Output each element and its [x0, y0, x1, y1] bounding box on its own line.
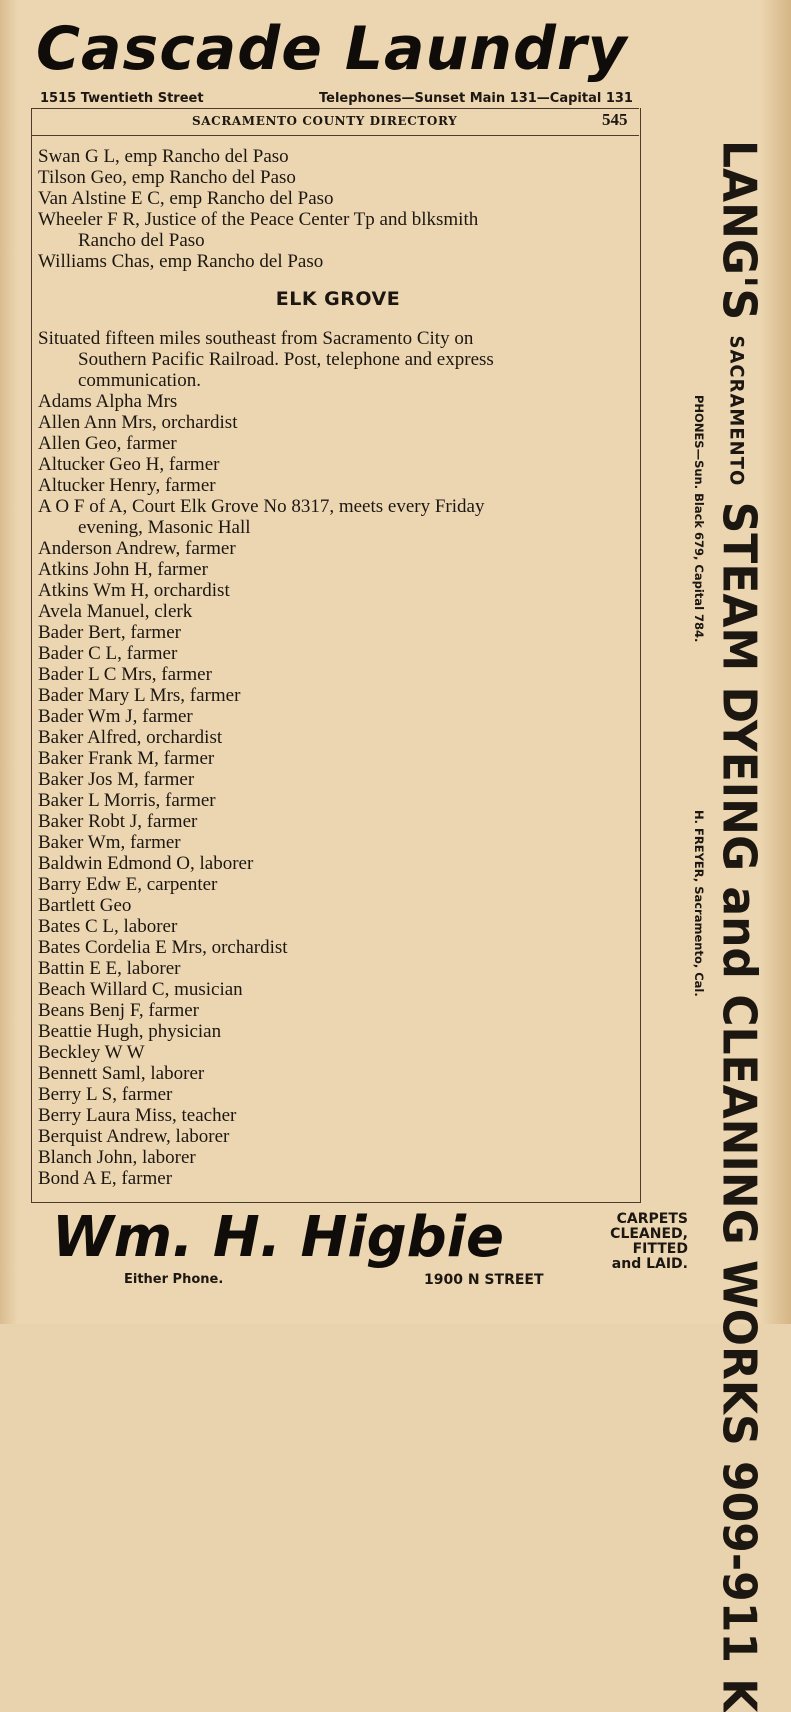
running-head: SACRAMENTO COUNTY DIRECTORY — [192, 114, 458, 128]
entry-text: Williams Chas, emp Rancho del Paso — [38, 251, 324, 272]
entry-text: Beans Benj F, farmer — [38, 1000, 199, 1021]
entry-text: Van Alstine E C, emp Rancho del Paso — [38, 188, 334, 209]
bottom-ad-address: 1900 N STREET — [424, 1272, 544, 1288]
directory-entry — [38, 167, 638, 188]
entry-text: Baker L Morris, farmer — [38, 790, 216, 811]
ad-title: Cascade Laundry — [36, 14, 628, 84]
header-rule-top — [31, 108, 639, 109]
directory-entry — [38, 769, 638, 790]
entry-text: Bader Wm J, farmer — [38, 706, 193, 727]
entry-text: Bond A E, farmer — [38, 1168, 173, 1189]
entry-text: Baker Frank M, farmer — [38, 748, 215, 769]
entry-text: Barry Edw E, carpenter — [38, 874, 218, 895]
entry-text: Bader C L, farmer — [38, 643, 178, 664]
entry-text: Berry Laura Miss, teacher — [38, 1105, 237, 1126]
page-number: 545 — [602, 110, 628, 129]
directory-entry — [38, 146, 638, 167]
directory-entries — [38, 146, 638, 1189]
directory-entry — [38, 727, 638, 748]
entry-text: Adams Alpha Mrs — [38, 391, 178, 412]
ad-address: 1515 Twentieth Street — [40, 91, 204, 106]
directory-entry — [38, 979, 638, 1000]
section-description — [38, 328, 638, 391]
entry-text: Bartlett Geo — [38, 895, 132, 916]
directory-entry — [38, 685, 638, 706]
directory-entry — [38, 790, 638, 811]
directory-entry — [38, 916, 638, 937]
side-ad-name: LANG'S — [711, 140, 766, 321]
entry-continuation: evening, Masonic Hall — [78, 517, 251, 538]
entry-text: Battin E E, laborer — [38, 958, 181, 979]
directory-entry — [38, 874, 638, 895]
directory-entry — [38, 188, 638, 209]
side-ad-city: SACRAMENTO — [725, 335, 748, 487]
directory-entry — [38, 601, 638, 622]
cascade-laundry-ad — [36, 14, 686, 106]
directory-entry — [38, 1000, 638, 1021]
entry-text: Avela Manuel, clerk — [38, 601, 193, 622]
entry-text: Bader Bert, farmer — [38, 622, 181, 643]
entry-text: A O F of A, Court Elk Grove No 8317, meets every Friday — [38, 496, 485, 517]
entry-text: Baker Jos M, farmer — [38, 769, 195, 790]
section-heading: ELK GROVE — [275, 288, 401, 310]
desc-line-2: Southern Pacific Railroad. Post, telephone and express — [78, 349, 494, 370]
directory-entry — [38, 832, 638, 853]
entry-text: Baker Robt J, farmer — [38, 811, 198, 832]
desc-line-1: Situated fifteen miles southeast from Sacramento City on — [38, 328, 474, 349]
entry-text: Bennett Saml, laborer — [38, 1063, 205, 1084]
bottom-ad-phone: Either Phone. — [124, 1272, 224, 1287]
directory-entry — [38, 958, 638, 979]
entry-text: Bates C L, laborer — [38, 916, 178, 937]
directory-entry — [38, 1042, 638, 1063]
bottom-ad-line-3: FITTED — [632, 1241, 688, 1257]
directory-entry — [38, 853, 638, 874]
directory-entry — [38, 748, 638, 769]
entry-text: Atkins John H, farmer — [38, 559, 208, 580]
entry-text: Wheeler F R, Justice of the Peace Center Tp and blksmith — [38, 209, 479, 230]
header-rule-bottom — [31, 135, 639, 136]
directory-entry — [38, 1126, 638, 1147]
higbie-ad — [52, 1206, 692, 1306]
entry-text: Beattie Hugh, physician — [38, 1021, 222, 1042]
bottom-ad-line-1: CARPETS — [616, 1211, 688, 1227]
directory-entry — [38, 1105, 638, 1126]
entry-text: Beach Willard C, musician — [38, 979, 243, 1000]
directory-entry — [38, 706, 638, 727]
directory-entry — [38, 496, 638, 538]
directory-entry — [38, 664, 638, 685]
directory-entry — [38, 559, 638, 580]
entries-main-list — [38, 391, 638, 1189]
desc-line-3: communication. — [78, 370, 201, 391]
ad-phones: Telephones—Sunset Main 131—Capital 131 — [319, 91, 633, 106]
entry-text: Berquist Andrew, laborer — [38, 1126, 230, 1147]
entry-text: Altucker Geo H, farmer — [38, 454, 220, 475]
directory-entry — [38, 580, 638, 601]
entry-text: Allen Ann Mrs, orchardist — [38, 412, 238, 433]
entry-continuation: Rancho del Paso — [78, 230, 205, 251]
directory-entry — [38, 391, 638, 412]
directory-entry — [38, 475, 638, 496]
directory-entry — [38, 412, 638, 433]
entries-top-list — [38, 146, 638, 272]
directory-entry — [38, 622, 638, 643]
directory-entry — [38, 811, 638, 832]
entry-text: Tilson Geo, emp Rancho del Paso — [38, 167, 296, 188]
directory-entry — [38, 643, 638, 664]
bottom-ad-title: Wm. H. Higbie — [52, 1205, 504, 1270]
directory-entry — [38, 1063, 638, 1084]
side-ad-services: STEAM DYEING and CLEANING WORKS 909-911 K — [711, 501, 766, 1712]
entry-text: Bates Cordelia E Mrs, orchardist — [38, 937, 288, 958]
entry-text: Baker Alfred, orchardist — [38, 727, 223, 748]
bottom-ad-services — [582, 1212, 688, 1272]
entry-text: Anderson Andrew, farmer — [38, 538, 236, 559]
directory-entry — [38, 209, 638, 251]
side-ad-proprietor: H. FREYER, Sacramento, Cal. — [692, 810, 706, 997]
directory-entry — [38, 937, 638, 958]
directory-entry — [38, 895, 638, 916]
entry-text: Baker Wm, farmer — [38, 832, 181, 853]
directory-entry — [38, 454, 638, 475]
entry-text: Baldwin Edmond O, laborer — [38, 853, 254, 874]
directory-entry — [38, 1147, 638, 1168]
directory-entry — [38, 1168, 638, 1189]
directory-entry — [38, 251, 638, 272]
directory-entry — [38, 1021, 638, 1042]
entry-text: Atkins Wm H, orchardist — [38, 580, 230, 601]
directory-entry — [38, 1084, 638, 1105]
bottom-ad-line-2: CLEANED, — [610, 1226, 688, 1242]
side-ad-headline — [711, 140, 766, 1712]
entry-text: Bader L C Mrs, farmer — [38, 664, 212, 685]
side-ad-phones: PHONES—Sun. Black 679, Capital 784. — [692, 395, 706, 643]
entry-text: Altucker Henry, farmer — [38, 475, 216, 496]
entry-text: Allen Geo, farmer — [38, 433, 177, 454]
bottom-ad-line-4: and LAID. — [611, 1256, 688, 1272]
entry-text: Berry L S, farmer — [38, 1084, 173, 1105]
entry-text: Bader Mary L Mrs, farmer — [38, 685, 241, 706]
entry-text: Swan G L, emp Rancho del Paso — [38, 146, 289, 167]
directory-entry — [38, 433, 638, 454]
entry-text: Beckley W W — [38, 1042, 145, 1063]
entry-text: Blanch John, laborer — [38, 1147, 196, 1168]
directory-entry — [38, 538, 638, 559]
